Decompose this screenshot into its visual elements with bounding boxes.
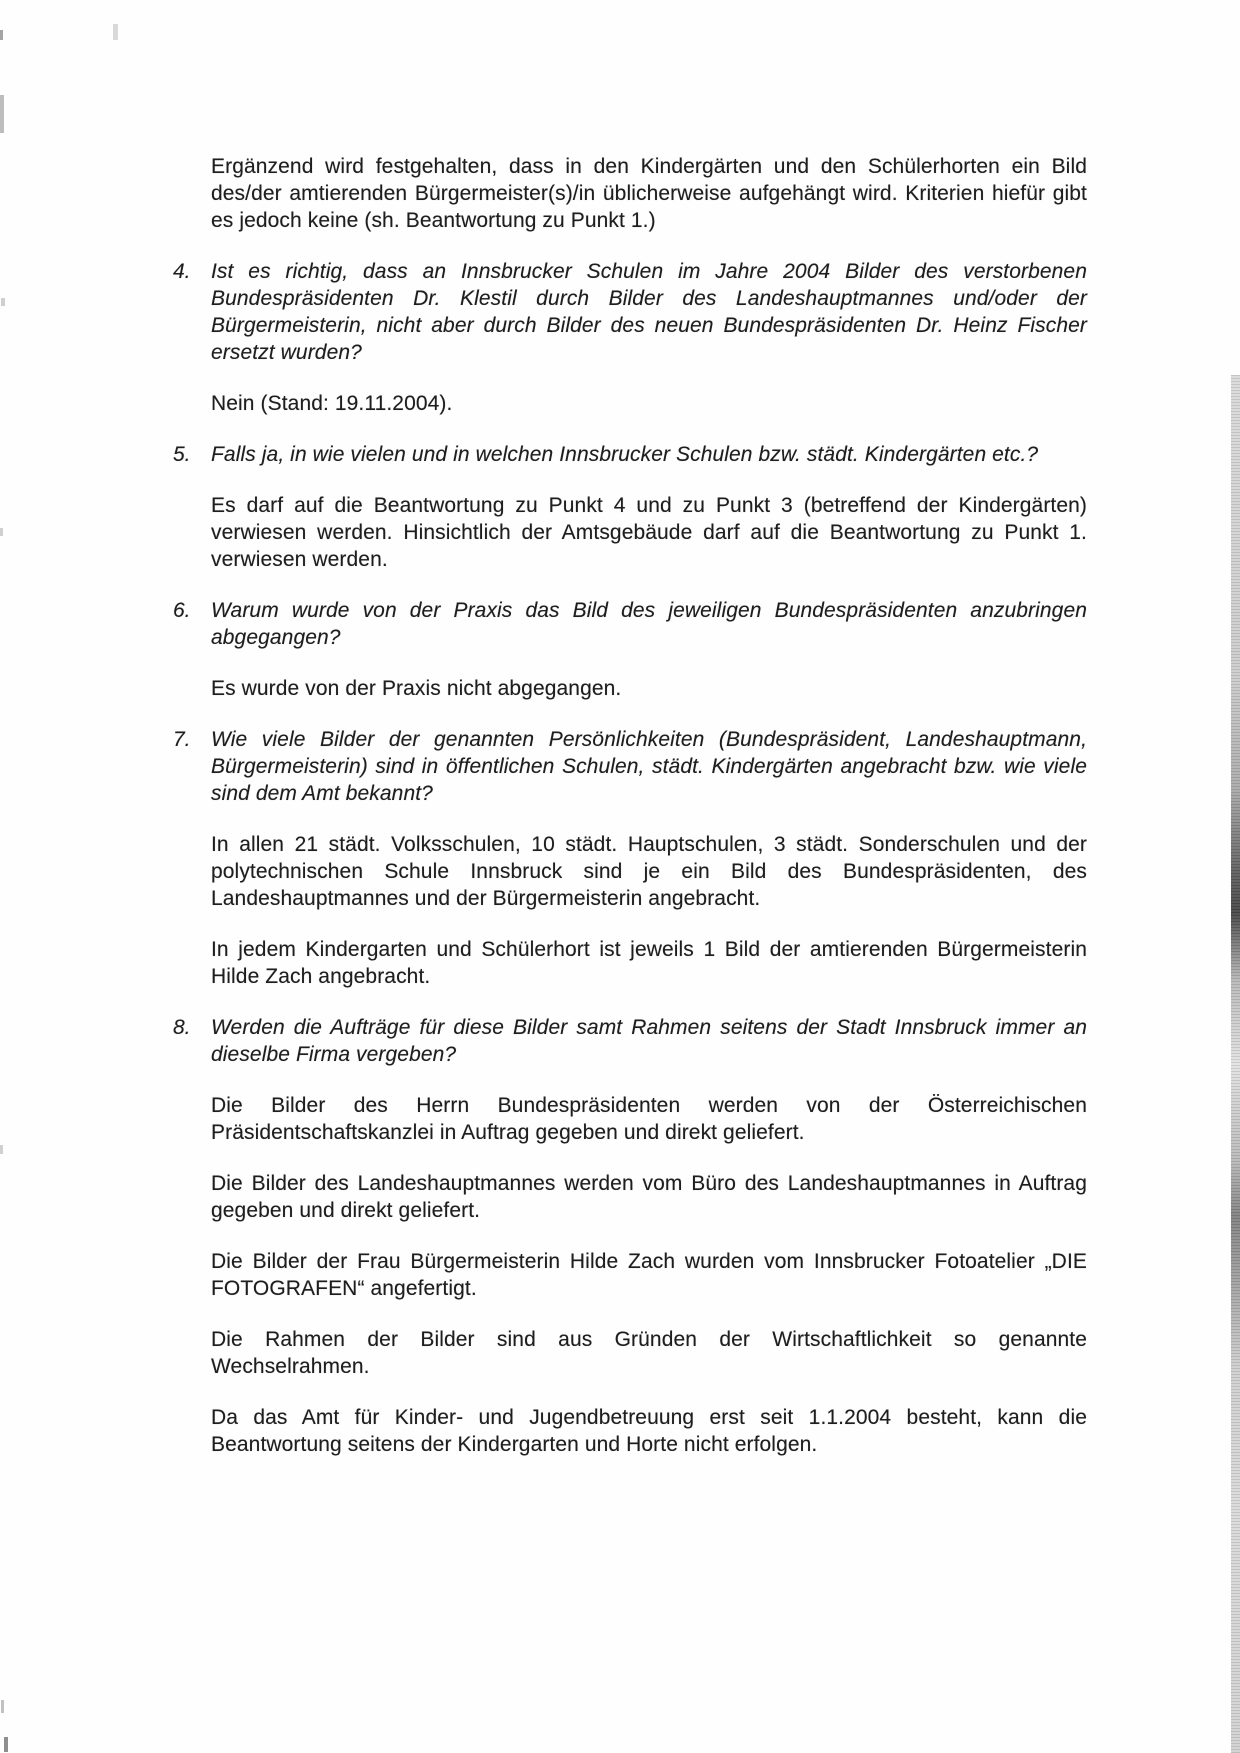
document-text-block [173,153,1087,1482]
scan-noise-right-edge [1231,375,1240,1753]
scan-artifact-speck [113,24,118,40]
answer-6-1: Es wurde von der Praxis nicht abgegangen. [211,677,622,700]
answer-7-1: In allen 21 städt. Volksschulen, 10 städt. Hauptschulen, 3 städt. Sonderschulen und der polytechnischen Schule Innsbruck sind je ein Bild des Bundespräsidenten, des Landeshauptmannes und der Bürgermeisterin angebracht. [211,833,1087,910]
item-number-8: 8. [173,1016,191,1039]
answer-8-1: Die Bilder des Herrn Bundespräsidenten werden von der Österreichischen Präsidentschaftskanzlei in Auftrag gegeben und direkt geliefert. [211,1094,1087,1144]
scan-artifact-speck [0,528,3,536]
answer-4-1: Nein (Stand: 19.11.2004). [211,392,453,415]
item-number-6: 6. [173,599,191,622]
question-item-5 [173,441,1087,468]
scan-artifact-speck [1,298,5,306]
answer-5-1: Es darf auf die Beantwortung zu Punkt 4 und zu Punkt 3 (betreffend der Kindergärten) verwiesen werden. Hinsichtlich der Amtsgebäude darf auf die Beantwortung zu Punkt 1. verwiesen werden. [211,494,1087,571]
question-item-4 [173,258,1087,366]
scan-artifact-speck [1,1700,4,1713]
question-8-text: Werden die Aufträge für diese Bilder samt Rahmen seitens der Stadt Innsbruck immer an dieselbe Firma vergeben? [211,1016,1087,1066]
question-5-text: Falls ja, in wie vielen und in welchen Innsbrucker Schulen bzw. städt. Kindergärten etc.? [211,443,1039,466]
question-item-8 [173,1014,1087,1068]
scan-artifact-speck [0,1145,3,1154]
item-number-7: 7. [173,728,191,751]
answer-8-3: Die Bilder der Frau Bürgermeisterin Hilde Zach wurden vom Innsbrucker Fotoatelier „DIE FOTOGRAFEN“ angefertigt. [211,1250,1087,1300]
answer-8-5: Da das Amt für Kinder- und Jugendbetreuung erst seit 1.1.2004 besteht, kann die Beantwortung seitens der Kindergarten und Horte nicht erfolgen. [211,1406,1087,1456]
question-7-text: Wie viele Bilder der genannten Persönlichkeiten (Bundespräsident, Landeshauptmann, Bürgermeisterin) sind in öffentlichen Schulen, städt. Kindergärten angebracht bzw. wie viele sind dem Amt bekannt? [211,728,1087,805]
scan-artifact-speck [0,95,4,133]
answer-8-2: Die Bilder des Landeshauptmannes werden vom Büro des Landeshauptmannes in Auftrag gegeben und direkt geliefert. [211,1172,1087,1222]
answer-7-2: In jedem Kindergarten und Schülerhort ist jeweils 1 Bild der amtierenden Bürgermeisterin Hilde Zach angebracht. [211,938,1087,988]
scan-artifact-speck [4,1737,8,1752]
item-number-5: 5. [173,443,191,466]
question-item-6 [173,597,1087,651]
answer-8-4: Die Rahmen der Bilder sind aus Gründen der Wirtschaftlichkeit so genannte Wechselrahmen. [211,1328,1087,1378]
scan-artifact-speck [0,30,3,40]
question-6-text: Warum wurde von der Praxis das Bild des jeweiligen Bundespräsidenten anzubringen abgegangen? [211,599,1087,649]
question-4-text: Ist es richtig, dass an Innsbrucker Schulen im Jahre 2004 Bilder des verstorbenen Bundespräsidenten Dr. Klestil durch Bilder des Landeshauptmannes und/oder der Bürgermeisterin, nicht aber durch Bilder des neuen Bundespräsidenten Dr. Heinz Fischer ersetzt wurden? [211,260,1087,364]
intro-paragraph: Ergänzend wird festgehalten, dass in den Kindergärten und den Schülerhorten ein Bild des/der amtierenden Bürgermeister(s)/in üblicherweise aufgehängt wird. Kriterien hiefür gibt es jedoch keine (sh. Beantwortung zu Punkt 1.) [211,155,1087,232]
question-item-7 [173,726,1087,807]
item-number-4: 4. [173,260,191,283]
